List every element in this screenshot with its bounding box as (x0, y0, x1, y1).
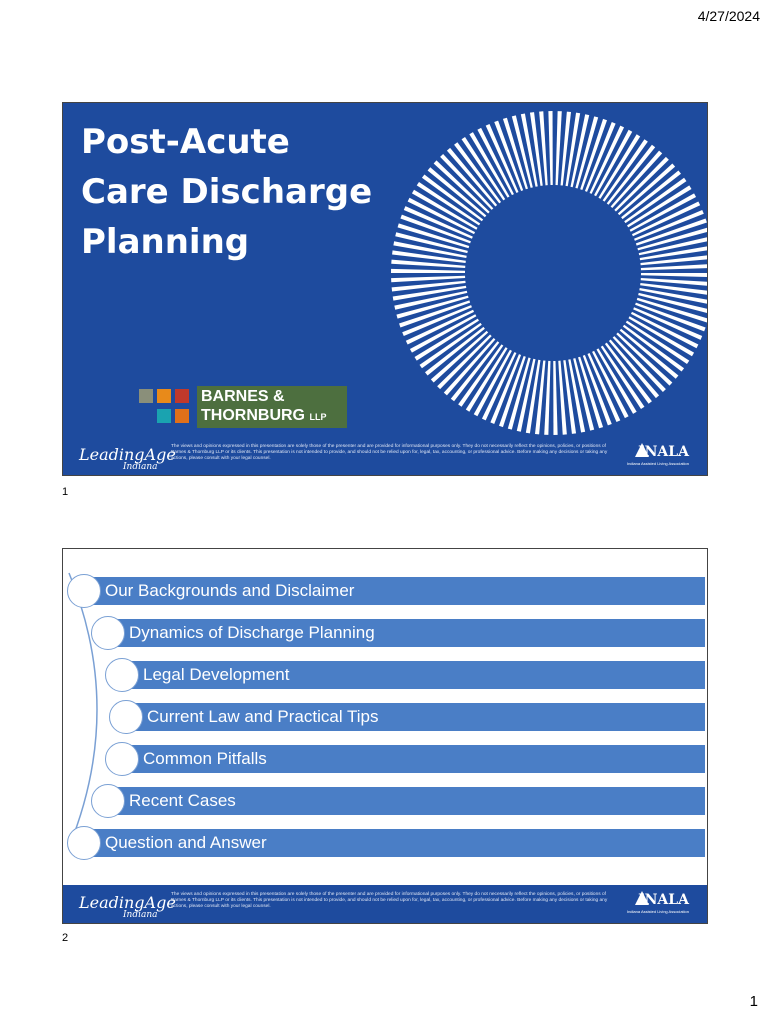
agenda-bullet (91, 616, 125, 650)
agenda-item-label: Dynamics of Discharge Planning (129, 623, 375, 642)
agenda-bullet (109, 700, 143, 734)
agenda-item-5 (123, 745, 705, 773)
burst-ray (641, 264, 708, 270)
agenda-item-4 (127, 703, 705, 731)
leadingage-logo-sub: Indiana (123, 910, 158, 920)
logo-square (139, 389, 153, 403)
agenda-item-7 (85, 829, 705, 857)
firm-logo-line-2: THORNBURG (201, 407, 305, 424)
agenda-bullet (91, 784, 125, 818)
agenda-item-3 (123, 661, 705, 689)
agenda-item-2 (109, 619, 705, 647)
slide-2 (62, 548, 708, 924)
slide-number-2: 2 (62, 932, 69, 944)
burst-ray (391, 276, 465, 282)
slide-1 (62, 102, 708, 476)
firm-logo-suffix: LLP (309, 412, 327, 422)
inala-logo-sub: Indiana Assisted Living Association (626, 909, 689, 914)
burst-ray (544, 361, 550, 435)
inala-logo-sub: Indiana Assisted Living Association (626, 461, 689, 466)
slide-title (81, 117, 372, 267)
burst-ray (391, 269, 465, 273)
leadingage-logo: LeadingAge (79, 893, 176, 912)
inala-logo: INALA (638, 892, 689, 908)
firm-logo-text (197, 386, 347, 428)
logo-square (175, 409, 189, 423)
title-line-1: Post-Acute (81, 122, 290, 162)
logo-square (157, 389, 171, 403)
slide-footer (63, 437, 707, 475)
radial-burst-graphic (351, 103, 708, 443)
inala-logo: INALA (638, 444, 689, 460)
agenda-item-1 (85, 577, 705, 605)
agenda-item-label: Legal Development (143, 665, 290, 684)
leadingage-logo: LeadingAge (79, 445, 176, 464)
agenda-bullet (105, 658, 139, 692)
agenda-item-6 (109, 787, 705, 815)
title-line-2: Care Discharge (81, 172, 373, 212)
slide-footer (63, 885, 707, 923)
slide-number-1: 1 (62, 486, 69, 498)
header-date: 4/27/2024 (697, 8, 760, 24)
firm-logo-line-1: BARNES & (201, 388, 285, 405)
burst-ray (641, 273, 708, 277)
agenda-item-label: Recent Cases (129, 791, 236, 810)
burst-ray (556, 111, 562, 185)
agenda-bullet (67, 826, 101, 860)
agenda-bullet (105, 742, 139, 776)
agenda-item-label: Question and Answer (105, 833, 267, 852)
burst-ray (548, 111, 552, 185)
agenda-item-label: Current Law and Practical Tips (147, 707, 379, 726)
agenda-item-label: Our Backgrounds and Disclaimer (105, 581, 355, 600)
agenda-bullet (67, 574, 101, 608)
logo-square (157, 409, 171, 423)
title-line-3: Planning (81, 222, 250, 262)
footer-disclaimer: The views and opinions expressed in this presentation are solely those of the presenter and are provided for informational purposes only. They do not necessarily reflect the opinions, policies, or positions of Barnes & Thornburg LLP or its clients. This presentation is not intended to provide, and should not be relied upon for, legal, tax, accounting, or professional advice. Before making any decisions or taking any actions, please consult with your legal counsel. (171, 444, 608, 461)
page-number: 1 (749, 993, 758, 1010)
firm-logo-squares (139, 389, 195, 425)
leadingage-logo-sub: Indiana (123, 462, 158, 472)
burst-ray (553, 361, 557, 435)
agenda-item-label: Common Pitfalls (143, 749, 267, 768)
logo-square (175, 389, 189, 403)
footer-disclaimer: The views and opinions expressed in this presentation are solely those of the presenter and are provided for informational purposes only. They do not necessarily reflect the opinions, policies, or positions of Barnes & Thornburg LLP or its clients. This presentation is not intended to provide, and should not be relied upon for, legal, tax, accounting, or professional advice. Before making any decisions or taking any actions, please consult with your legal counsel. (171, 892, 608, 909)
